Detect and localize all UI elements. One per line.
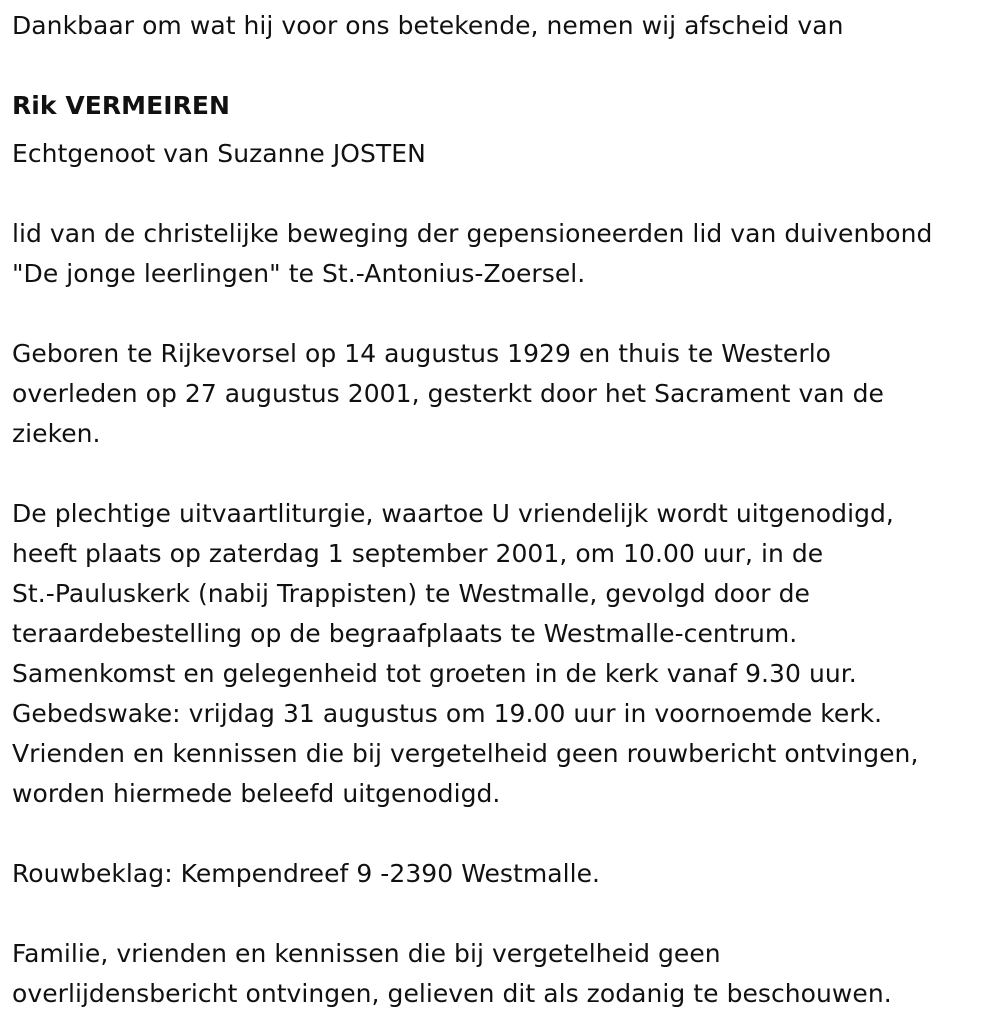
funeral-line: De plechtige uitvaartliturgie, waartoe U vriendelijk wordt uitgenodigd,	[12, 499, 894, 528]
memberships-paragraph	[12, 214, 992, 294]
birth-death-paragraph	[12, 334, 992, 454]
memberships-line: lid van de christelijke beweging der gepensioneerden lid van duivenbond	[12, 219, 933, 248]
funeral-line: teraardebestelling op de begraafplaats te Westmalle-centrum.	[12, 619, 798, 648]
spacer	[12, 894, 992, 934]
spacer	[12, 454, 992, 494]
intro-text: Dankbaar om wat hij voor ons betekende, nemen wij afscheid van	[12, 11, 844, 40]
birth-death-line: Geboren te Rijkevorsel op 14 augustus 1929 en thuis te Westerlo	[12, 339, 832, 368]
spacer	[12, 174, 992, 214]
closing-paragraph	[12, 934, 992, 1014]
memberships-line: "De jonge leerlingen" te St.-Antonius-Zoersel.	[12, 259, 586, 288]
birth-death-line: overleden op 27 augustus 2001, gesterkt door het Sacrament van de	[12, 379, 884, 408]
birth-death-line: zieken.	[12, 419, 101, 448]
funeral-line: St.-Pauluskerk (nabij Trappisten) te Westmalle, gevolgd door de	[12, 579, 810, 608]
obituary-notice	[12, 6, 992, 1014]
funeral-line: Samenkomst en gelegenheid tot groeten in de kerk vanaf 9.30 uur.	[12, 659, 857, 688]
spouse-line: Echtgenoot van Suzanne JOSTEN	[12, 139, 426, 168]
funeral-line: worden hiermede beleefd uitgenodigd.	[12, 779, 501, 808]
spacer	[12, 814, 992, 854]
closing-line: overlijdensbericht ontvingen, gelieven dit als zodanig te beschouwen.	[12, 979, 892, 1008]
funeral-line: Vrienden en kennissen die bij vergetelheid geen rouwbericht ontvingen,	[12, 739, 919, 768]
deceased-name: Rik VERMEIREN	[12, 91, 230, 120]
funeral-line: Gebedswake: vrijdag 31 augustus om 19.00 uur in voornoemde kerk.	[12, 699, 883, 728]
funeral-line: heeft plaats op zaterdag 1 september 2001, om 10.00 uur, in de	[12, 539, 824, 568]
condolence-address: Rouwbeklag: Kempendreef 9 -2390 Westmalle.	[12, 859, 601, 888]
spacer	[12, 294, 992, 334]
closing-line: Familie, vrienden en kennissen die bij vergetelheid geen	[12, 939, 721, 968]
funeral-paragraph	[12, 494, 992, 814]
